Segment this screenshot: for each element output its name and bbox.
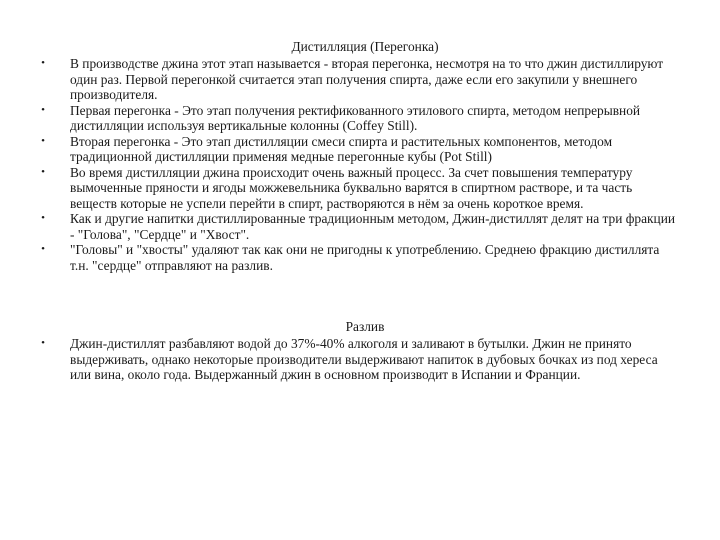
bullet-icon: •: [41, 165, 45, 178]
list-item-text: Первая перегонка - Это этап получения ректификованного этилового спирта, методом непрерывной дистилляции используя вертикальные колонны (Coffey Still).: [70, 102, 641, 133]
list-item: [36, 211, 676, 242]
bullet-icon: •: [41, 103, 45, 116]
list-item: [36, 165, 676, 212]
list-item: [36, 242, 676, 273]
distillation-bullet-list: [36, 56, 676, 273]
list-item-text: "Головы" и "хвосты" удаляют так как они не пригодны к употреблению. Среднею фракцию дистиллята т.н. "сердце" отправляют на разлив.: [70, 242, 660, 273]
bullet-icon: •: [41, 57, 45, 69]
bullet-icon: •: [41, 243, 45, 255]
list-item: [36, 336, 676, 383]
list-item-text: Во время дистилляции джина происходит очень важный процесс. За счет повышения температуру вымоченные пряности и ягоды можжевельника буквально варятся в спиртном растворе, и та часть веществ которые не успели перейти в спирт, растворяются в нём за очень короткое время.: [70, 164, 633, 211]
list-item-text: Вторая перегонка - Это этап дистилляции смеси спирта и растительных компонентов, методом традиционной дистилляции применяя медные перегонные кубы (Pot Still): [70, 133, 613, 164]
list-item: [36, 103, 676, 134]
bottling-bullet-list: [36, 336, 676, 383]
list-item-text: Джин-дистиллят разбавляют водой до 37%-40% алкоголя и заливают в бутылки. Джин не принято выдерживать, однако некоторые производители выдерживают напиток в дубовых бочках из под хереса или вина, около года. Выдержанный джин в основном производит в Испании и Франции.: [70, 336, 658, 382]
list-item-text: В производстве джина этот этап называется - вторая перегонка, несмотря на то что джин дистиллируют один раз. Первой перегонкой считается этап получения спирта, даже если его закупили у внешнего производителя.: [70, 56, 664, 102]
section-heading-distillation: Дистилляция (Перегонка): [291, 39, 439, 54]
list-item: [36, 56, 676, 103]
bullet-icon: •: [41, 212, 45, 224]
list-item-text: Как и другие напитки дистиллированные традиционным методом, Джин-дистиллят делят на три фракции - "Голова", "Сердце" и "Хвост".: [70, 211, 676, 242]
section-heading-bottling: Разлив: [345, 319, 385, 334]
bullet-icon: •: [41, 337, 45, 349]
list-item: [36, 134, 676, 165]
bullet-icon: •: [41, 134, 45, 147]
